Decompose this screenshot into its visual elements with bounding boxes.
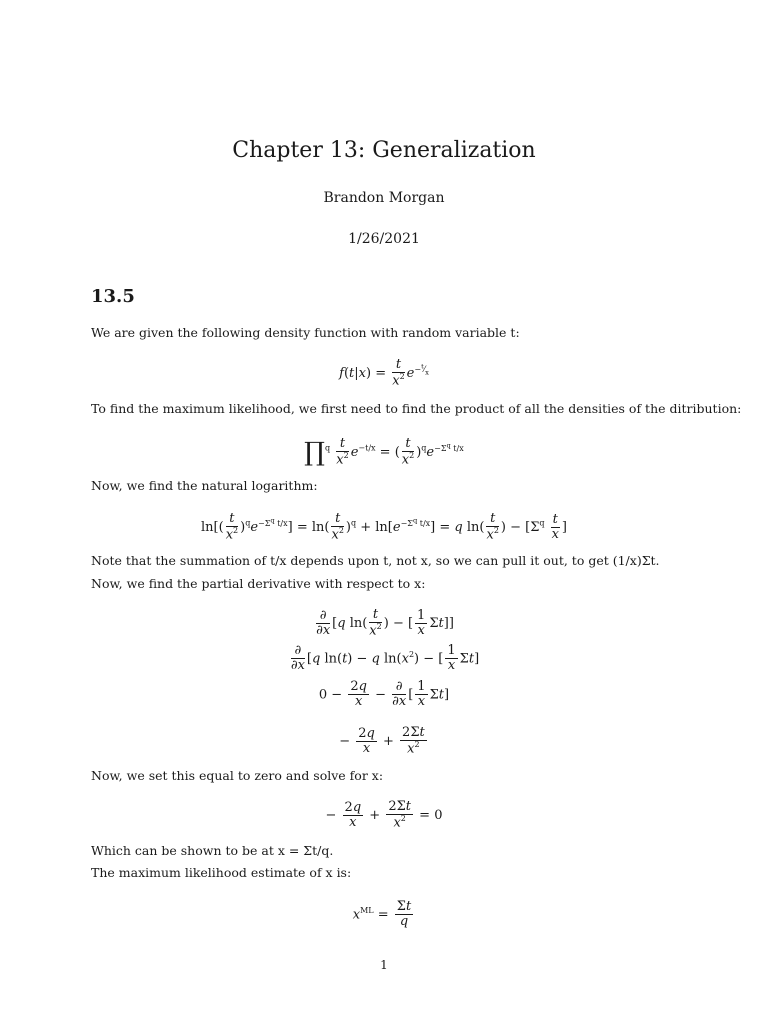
section-heading: 13.5 <box>91 286 135 307</box>
page-number: 1 <box>380 958 388 972</box>
paragraph-4: Note that the summation of t/x depends upon t, not x, so we can pull it out, to get (1/x)Σt. <box>91 553 660 568</box>
equation-zero: − $\frac{2q}{x}$ + $\frac{2\Sigma t}{x^2}$ = 0 <box>325 799 443 831</box>
paragraph-6: Now, we set this equal to zero and solve for x: <box>91 768 384 783</box>
equation-derivative-4: − $\frac{2q}{x}$ + $\frac{2\Sigma t}{x^2}$ <box>339 725 425 757</box>
equation-mle: $x^{ML}$ = $\frac{\Sigma t}{q}$ <box>352 899 412 930</box>
equation-product: ∏$^q$ $\frac{t}{x^2}$ $e^{-t/x}$ = ( $\frac{t}{x^2}$ )$^qe^{-\Sigma^q t/x}$ <box>304 436 464 468</box>
paragraph-8: The maximum likelihood estimate of x is: <box>91 865 352 880</box>
paragraph-5: Now, we find the partial derivative with respect to x: <box>91 576 426 591</box>
page-title: Chapter 13: Generalization <box>232 138 536 163</box>
equation-density: f(t|x) = $\frac{t}{x^2}$ $e^{-^t⁄_x}$ <box>339 357 429 389</box>
author: Brandon Morgan <box>323 190 445 206</box>
date: 1/26/2021 <box>348 231 420 247</box>
paragraph-3: Now, we find the natural logarithm: <box>91 478 318 493</box>
paragraph-1: We are given the following density function with random variable t: <box>91 325 520 340</box>
paragraph-7: Which can be shown to be at x = Σt/q. <box>91 843 334 858</box>
equation-log: ln[( $\frac{t}{x^2}$ )$^qe^{-\Sigma^q t/x}] = \ln$( $\frac{t}{x^2}$ )$^q + \ln[e^{-\Sigma^q t/x}] = q$ ln( $\frac{t}{x^2}$ ) − [$\Sigma^q$ $\frac{t}{x}$ ] <box>201 511 567 543</box>
equation-derivative-3: 0 − $\frac{2q}{x}$ − $\frac{\partial}{\partial x}$ [ $\frac{1}{x}$ Σt] <box>318 679 450 710</box>
paragraph-2: To find the maximum likelihood, we first need to find the product of all the densities of the ditribution: <box>91 401 742 416</box>
equation-derivative-1: $\frac{\partial}{\partial x}$ [q ln( $\frac{t}{x^2}$ ) − [ $\frac{1}{x}$ Σt]] <box>316 607 454 639</box>
equation-derivative-2: $\frac{\partial}{\partial x}$ [q ln(t) − q $\ln(x^2)$ − [ $\frac{1}{x}$ Σt] <box>290 643 480 674</box>
